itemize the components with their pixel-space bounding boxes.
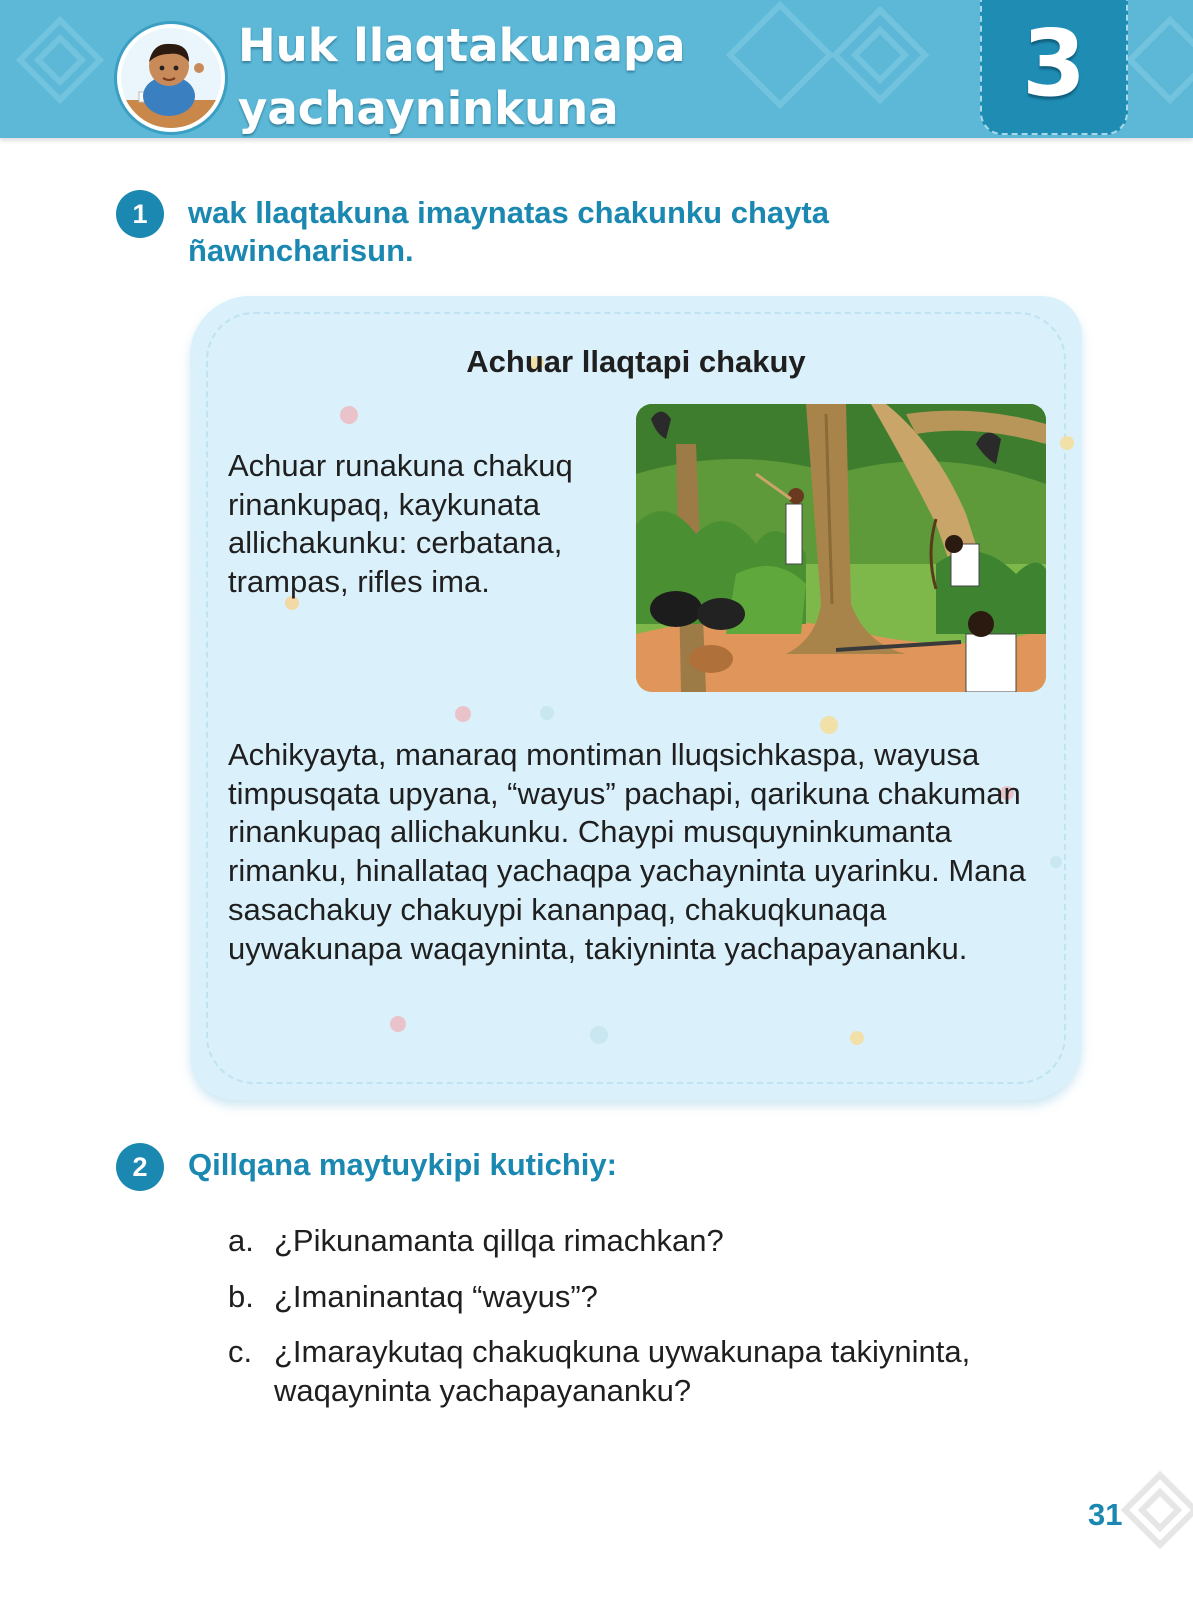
question-marker: a. bbox=[228, 1223, 254, 1258]
unit-header bbox=[0, 0, 1193, 138]
unit-title: Huk llaqtakunapa yachayninkuna bbox=[238, 19, 686, 135]
unit-number-tab bbox=[980, 0, 1128, 135]
question-marker: c. bbox=[228, 1334, 253, 1370]
activity-2-badge: 2 bbox=[116, 1143, 164, 1191]
activity-1-instruction: wak llaqtakuna imaynatas chakunku chayta ñawincharisun. bbox=[188, 195, 829, 268]
question-text: ¿Pikunamanta qillqa rimachkan? bbox=[274, 1223, 724, 1258]
hunting-illustration bbox=[636, 404, 1046, 692]
reading-title: Achuar llaqtapi chakuy bbox=[466, 344, 806, 379]
activity-2-instruction: Qillqana maytuykipi kutichiy: bbox=[188, 1147, 617, 1182]
unit-number: 3 bbox=[1021, 10, 1086, 117]
question-item bbox=[228, 1333, 1048, 1410]
page-number: 31 bbox=[1088, 1497, 1123, 1532]
question-list bbox=[228, 1222, 1048, 1428]
question-marker: b. bbox=[228, 1278, 254, 1314]
student-avatar bbox=[117, 24, 225, 132]
question-text: ¿Imaninantaq “wayus”? bbox=[274, 1278, 598, 1314]
question-item bbox=[228, 1278, 1048, 1317]
reading-intro-paragraph: Achuar runakuna chakuq rinankupaq, kaykunata allichakunku: cerbatana, trampas, rifles ima. bbox=[228, 448, 573, 600]
question-item bbox=[228, 1222, 1048, 1261]
question-text: ¿Imaraykutaq chakuqkuna uywakunapa takiyninta, waqayninta yachapayananku? bbox=[274, 1334, 971, 1409]
corner-pattern bbox=[1120, 1470, 1193, 1570]
reading-body-paragraph: Achikyayta, manaraq montiman lluqsichkaspa, wayusa timpusqata upyana, “wayus” pachapi, qarikuna chakuman rinankupaq allichakunku. Chaypi musquyninkumanta rimanku, hinallataq yachaqpa yachayninta uyarinku. Mana sasachakuy chakuypi kananpaq, chakuqkunaqa uywakunapa waqayninta, takiyninta yachapayananku. bbox=[228, 737, 1026, 966]
activity-1-badge: 1 bbox=[116, 190, 164, 238]
